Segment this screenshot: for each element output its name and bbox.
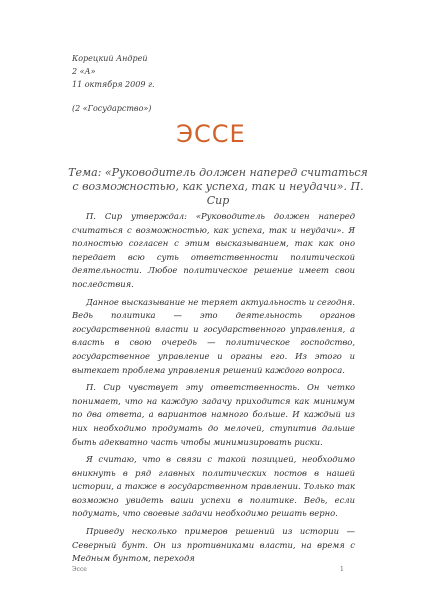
header-meta [72, 52, 155, 91]
essay-body [72, 210, 355, 570]
page-number: 1 [340, 566, 344, 573]
essay-theme: Тема: «Руководитель должен наперед считаться с возможностью, как успеха, так и неудачи». П. Сир [68, 166, 368, 207]
paragraph: Данное высказывание не теряет актуальность и сегодня. Ведь политика — это деятельность органов государственной власти и государственного управления, а власть в свою очередь — политическое господство, государственное управление и органы его. Из этого и вытекает проблема управления решений каждого вопроса. [72, 296, 355, 375]
paragraph: П. Сир чувствует эту ответственность. Он четко понимает, что на каждую задачу приходится как минимум по два ответа, а вариантов намного больше. И каждый из них необходимо продумать до мелочей, ступитив дальше быть адекватно часть чтобы минимизировать риски. [72, 382, 355, 447]
author-name: Корецкий Андрей [72, 54, 148, 63]
footer-label: Эссе [72, 566, 87, 573]
topic-label: (2 «Государство») [72, 104, 152, 113]
paragraph: Приведу несколько примеров решений из истории — Северный бунт. Он из противниками власти, на время с Медным бунтом, переходя [72, 526, 355, 564]
paragraph: Я считаю, что в связи с такой позицией, необходимо вникнуть в ряд главных политических постов в нашей истории, а также в государственном правлении. Только так возможно увидеть ваши успехи в политике. Ведь, если подумать, что своевые задачи необходимо решать верно. [72, 454, 355, 519]
page-title: ЭССЕ [176, 120, 246, 148]
group-label: 2 «А» [72, 67, 96, 76]
date-label: 11 октября 2009 г. [72, 80, 155, 89]
paragraph: П. Сир утверждал: «Руководитель должен наперед считаться с возможностью, как успеха, так и неудачи». Я полностью согласен с этим высказыванием, так как оно передает всю суть ответственности политической деятельности. Любое политическое решение имеет свои последствия. [72, 211, 355, 289]
